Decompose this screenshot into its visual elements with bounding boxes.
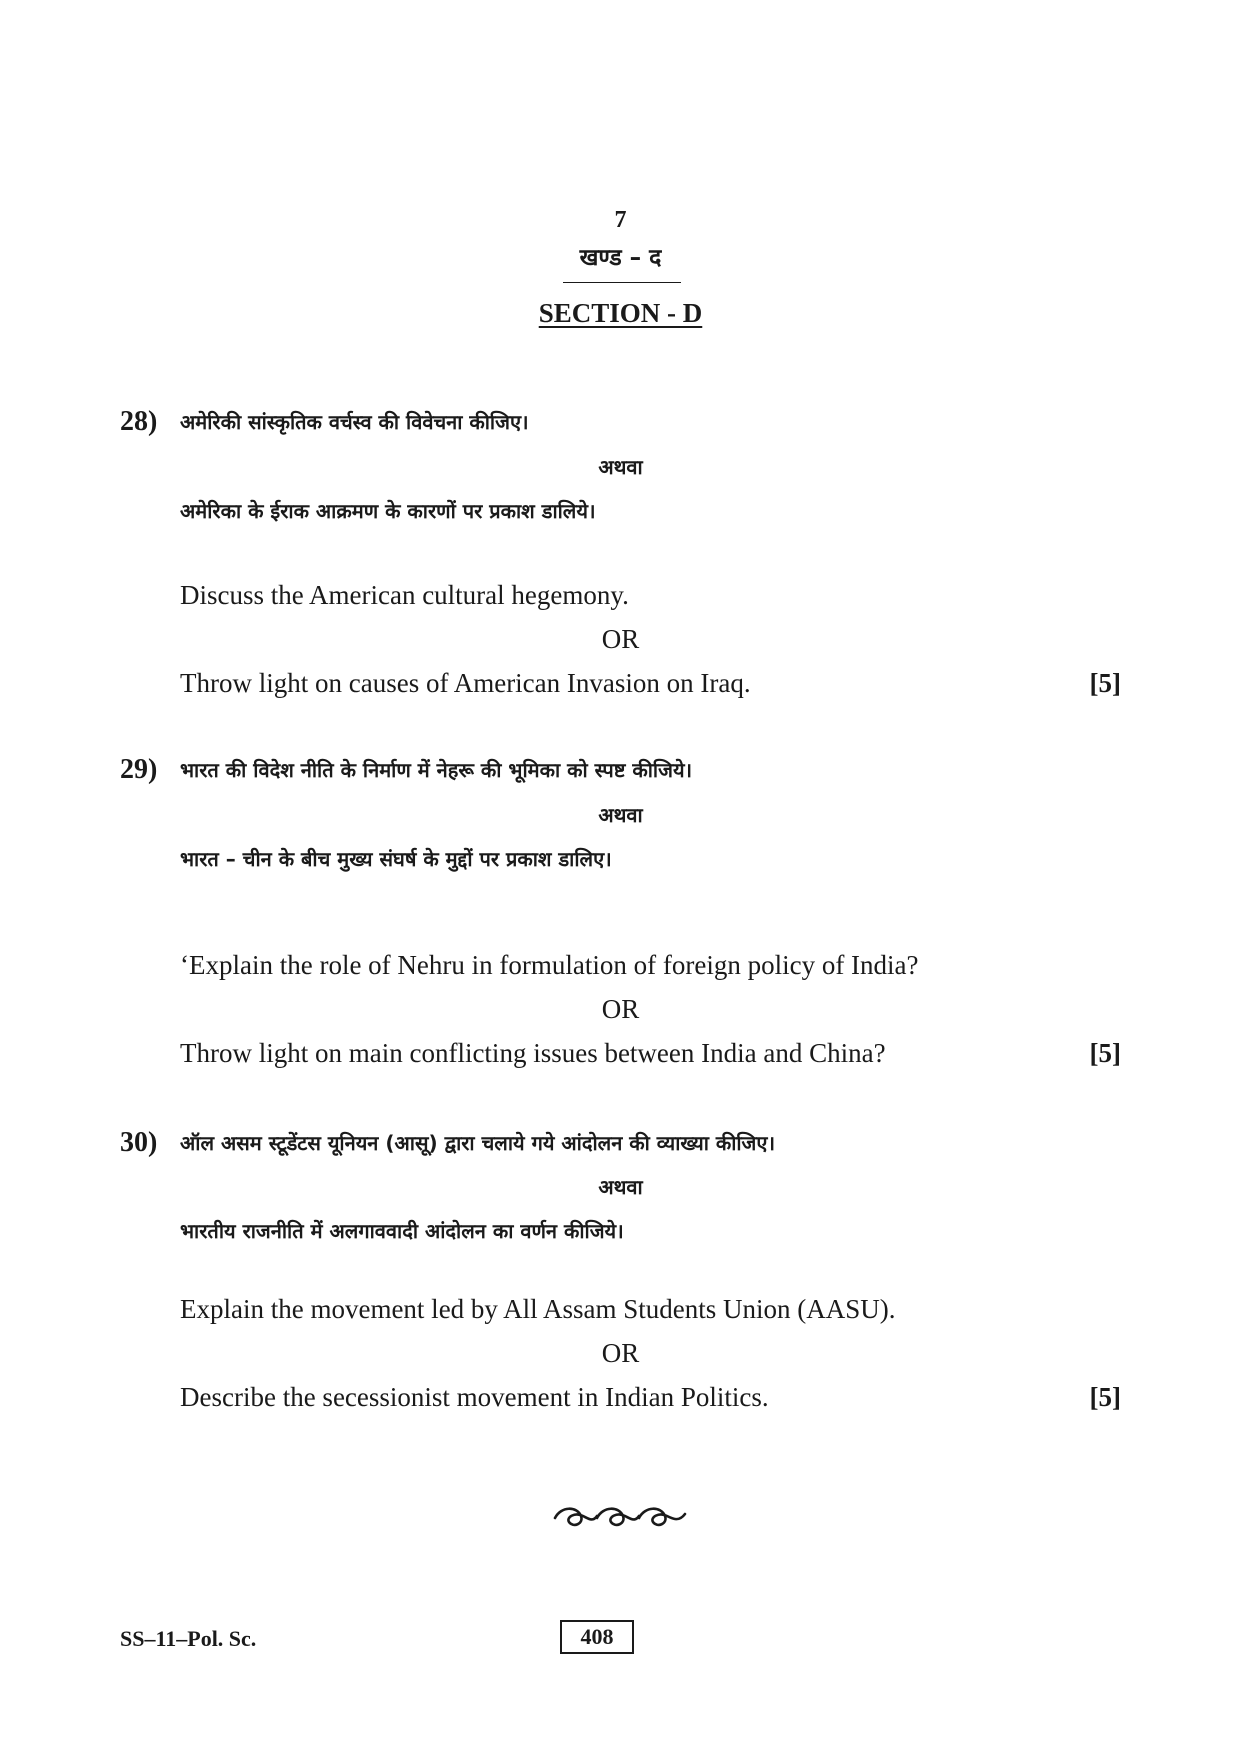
or-english: OR bbox=[601, 1338, 640, 1368]
question-number: 29) bbox=[120, 754, 158, 785]
section-title-rule bbox=[563, 282, 681, 283]
question-english-primary: Explain the movement led by All Assam Students Union (AASU). bbox=[180, 1294, 896, 1324]
paper-code: SS–11–Pol. Sc. bbox=[120, 1626, 257, 1651]
question-hindi-alternate: अमेरिका के ईराक आक्रमण के कारणों पर प्रकाश डालिये। bbox=[180, 499, 596, 523]
section-title-text: SECTION - D bbox=[538, 298, 703, 328]
question-number: 30) bbox=[120, 1127, 158, 1158]
question-english-alternate: Throw light on main conflicting issues between India and China? bbox=[180, 1038, 886, 1068]
question-english-alternate: Throw light on causes of American Invasion on Iraq. bbox=[180, 668, 751, 698]
marks-badge: [5] bbox=[1089, 1382, 1121, 1412]
or-hindi: अथवा bbox=[598, 455, 643, 479]
question-english-primary: Discuss the American cultural hegemony. bbox=[180, 580, 629, 610]
question-hindi-alternate: भारतीय राजनीति में अलगाववादी आंदोलन का वर्णन कीजिये। bbox=[180, 1219, 624, 1243]
question-hindi-primary: अमेरिकी सांस्कृतिक वर्चस्व की विवेचना कीजिए। bbox=[180, 410, 529, 434]
swirl-ornament-icon bbox=[0, 1498, 1241, 1537]
footer-page-number: 408 bbox=[560, 1620, 634, 1654]
or-english: OR bbox=[601, 994, 640, 1024]
marks-badge: [5] bbox=[1089, 668, 1121, 698]
page-number: 7 bbox=[614, 207, 627, 233]
marks-badge: [5] bbox=[1089, 1038, 1121, 1068]
section-title-hindi: खण्ड – द bbox=[579, 245, 662, 271]
question-number: 28) bbox=[120, 406, 158, 437]
section-title bbox=[0, 296, 1241, 330]
question-hindi-alternate: भारत – चीन के बीच मुख्य संघर्ष के मुद्दों पर प्रकाश डालिए। bbox=[180, 847, 612, 871]
question-hindi-primary: ऑल असम स्टूडेंटस यूनियन (आसू) द्वारा चलाये गये आंदोलन की व्याख्या कीजिए। bbox=[180, 1131, 776, 1155]
question-english-primary: ‘Explain the role of Nehru in formulation of foreign policy of India? bbox=[180, 950, 919, 980]
question-english-alternate: Describe the secessionist movement in Indian Politics. bbox=[180, 1382, 769, 1412]
question-hindi-primary: भारत की विदेश नीति के निर्माण में नेहरू की भूमिका को स्पष्ट कीजिये। bbox=[180, 758, 693, 782]
or-english: OR bbox=[601, 624, 640, 654]
or-hindi: अथवा bbox=[598, 1175, 643, 1199]
or-hindi: अथवा bbox=[598, 803, 643, 827]
swirl-ornament-icon bbox=[551, 1498, 691, 1532]
